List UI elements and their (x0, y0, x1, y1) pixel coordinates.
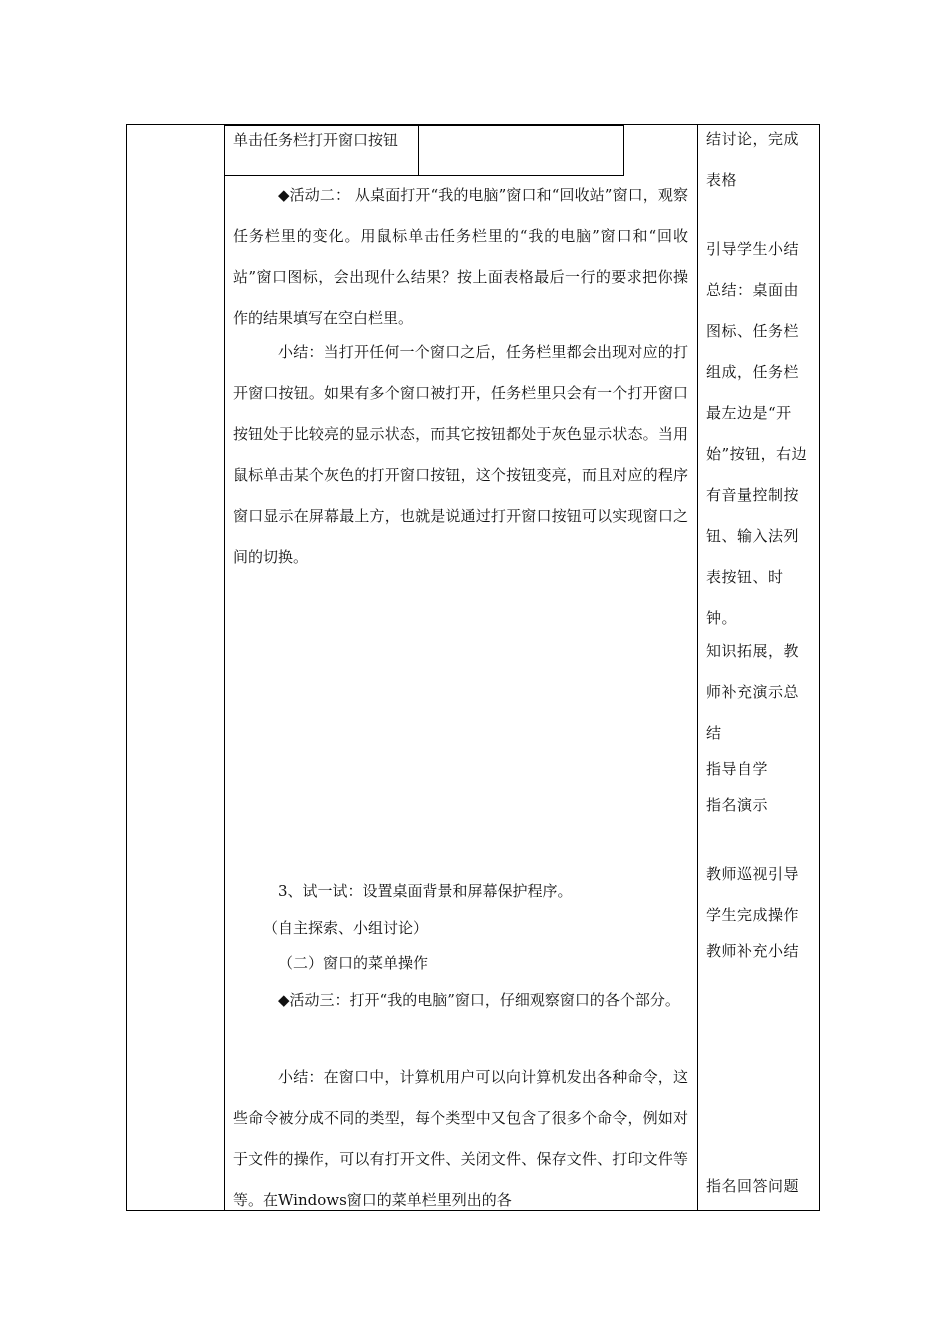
try-it-paragraph: 3、试一试：设置桌面背景和屏幕保护程序。 (278, 882, 573, 900)
explore-paragraph: （自主探索、小组讨论） (263, 919, 429, 937)
activity2-paragraph: ◆活动二： 从桌面打开“我的电脑”窗口和“回收站”窗口，观察任务栏里的变化。用鼠标单击任务栏里的“我的电脑”窗口和“回收站”窗口图标，会出现什么结果？按上面表格最后一行的要求把你操作的结果填写在空白栏里。 (233, 186, 688, 327)
note-self-study: 指导自学 (706, 760, 769, 778)
note-teacher-summary: 教师补充小结 (706, 942, 800, 960)
middle-column (225, 125, 698, 1210)
note-discuss-complete: 结讨论，完成表格 (706, 130, 800, 189)
menu-section-heading: （二）窗口的菜单操作 (278, 954, 429, 972)
note-knowledge-extension: 知识拓展，教师补充演示总结 (706, 642, 800, 742)
activity3-paragraph: ◆活动三：打开“我的电脑”窗口，仔细观察窗口的各个部分。 (278, 991, 680, 1009)
note-demo: 指名演示 (706, 796, 769, 814)
inner-table-cell-action: 单击任务栏打开窗口按钮 (225, 126, 419, 175)
note-answer-questions: 指名回答问题 (706, 1177, 800, 1195)
note-teacher-guide: 教师巡视引导学生完成操作 (706, 865, 800, 924)
summary2-paragraph: 小结：在窗口中，计算机用户可以向计算机发出各种命令，这些命令被分成不同的类型，每个类型中又包含了很多个命令，例如对于文件的操作，可以有打开文件、关闭文件、保存文件、打印文件等等。在Windows窗口的菜单栏里列出的各 (233, 1068, 688, 1209)
inner-table-cell-blank (419, 126, 623, 175)
left-column (127, 125, 225, 1210)
note-guide-summary: 引导学生小结总结：桌面由图标、任务栏组成，任务栏最左边是“开始”按钮，右边有音量控制按钮、输入法列表按钮、时钟。 (706, 240, 808, 627)
inner-table (225, 125, 624, 176)
lesson-table (126, 124, 820, 1211)
summary1-paragraph: 小结：当打开任何一个窗口之后，任务栏里都会出现对应的打开窗口按钮。如果有多个窗口被打开，任务栏里只会有一个打开窗口按钮处于比较亮的显示状态，而其它按钮都处于灰色显示状态。当用鼠标单击某个灰色的打开窗口按钮，这个按钮变亮，而且对应的程序窗口显示在屏幕最上方，也就是说通过打开窗口按钮可以实现窗口之间的切换。 (233, 343, 688, 566)
right-column (698, 125, 819, 1210)
